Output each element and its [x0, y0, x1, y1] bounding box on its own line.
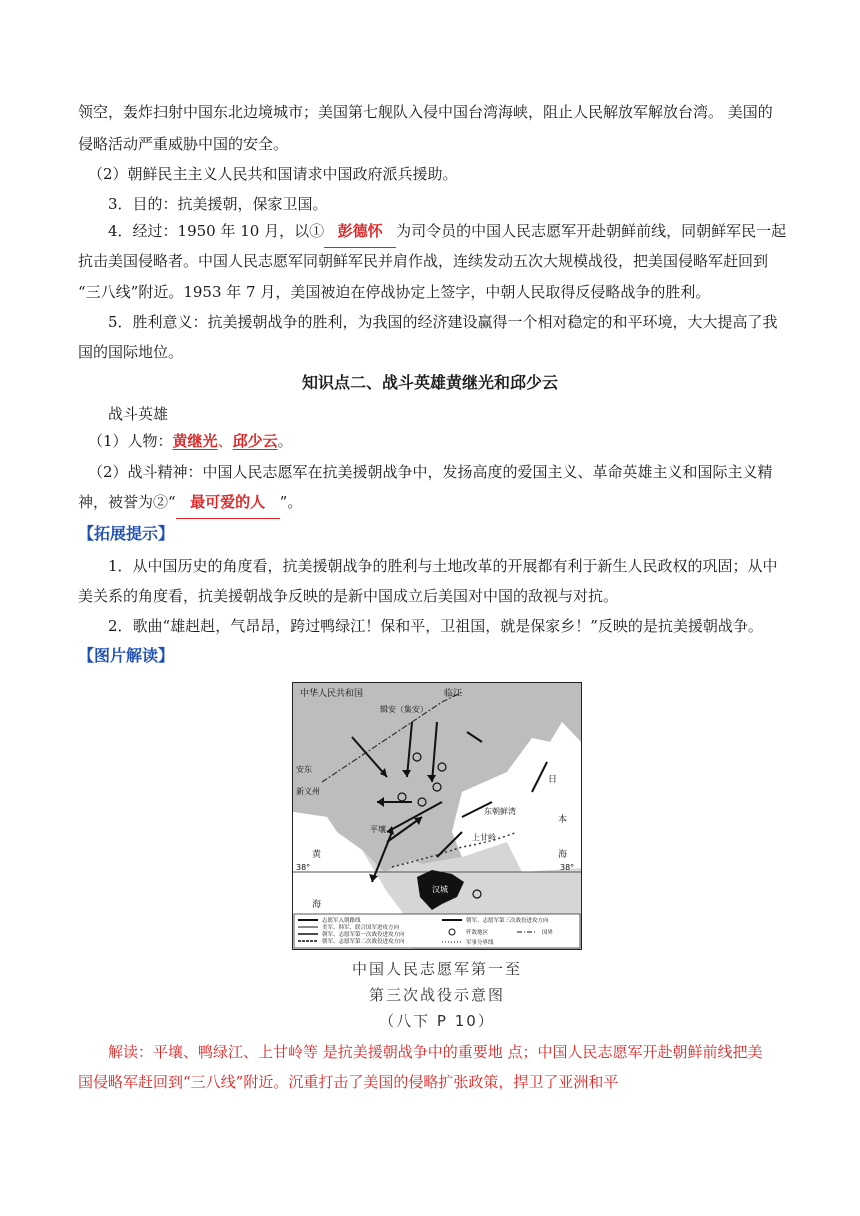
people-prefix: （1）人物：: [88, 432, 173, 450]
legend-item: 军事分界线: [466, 940, 494, 946]
legend-item: 美军、韩军、联合国军进攻方向: [322, 925, 400, 931]
picture-heading: 【图片解读】: [78, 646, 175, 665]
map-label: 日: [548, 775, 558, 785]
list-item: （2）战斗精神：中国人民志愿军在抗美援朝战争中，发扬高度的爱国主义、革命英雄主义和国际主义精: [88, 463, 773, 481]
list-item: 5．胜利意义：抗美援朝战争的胜利，为我国的经济建设赢得一个相对稳定的和平环境，大大提高了我: [108, 313, 778, 331]
interpretation-text: 解读：平壤、鸭绿江、上甘岭等 是抗美援朝战争中的重要地 点；中国人民志愿军开赴朝鲜前线把美: [108, 1043, 763, 1061]
map-label: 中华人民共和国: [300, 689, 364, 699]
answer-blank-2: 最可爱的人: [176, 486, 280, 519]
item4-prefix: 4．经过：1950 年 10 月，以①: [108, 222, 325, 240]
map-label: 临江: [444, 689, 463, 699]
paragraph: “三八线”附近。1953 年 7 月，美国被迫在停战协定上签字，中朝人民取得反侵略战争的胜利。: [78, 283, 711, 301]
map-label: 38°: [560, 863, 575, 872]
interpretation-text: 国侵略军赶回到“三八线”附近。沉重打击了美国的侵略扩张政策，捍卫了亚洲和平: [78, 1073, 619, 1091]
item4-suffix: 为司令员的中国人民志愿军开赴朝鲜前线，同朝鲜军民一起: [396, 222, 787, 240]
tips-heading: 【拓展提示】: [78, 524, 175, 543]
paragraph: 侵略活动严重威胁中国的安全。: [78, 135, 289, 153]
hero-name-2: 邱少云: [232, 432, 278, 450]
map-label: 38°: [296, 863, 311, 872]
map-label: 海: [312, 900, 322, 910]
map-label: 东朝鲜湾: [484, 807, 516, 816]
map-label: 本: [558, 815, 568, 825]
figure-caption: 中国人民志愿军第一至: [351, 960, 522, 978]
paragraph: 美关系的角度看，抗美援朝战争反映的是新中国成立后美国对中国的敌视与对抗。: [78, 587, 619, 605]
list-item: （2）朝鲜民主主义人民共和国请求中国政府派兵援助。: [88, 165, 458, 183]
paragraph: [78, 486, 784, 519]
subheading: 战斗英雄: [108, 405, 169, 423]
tip-item: 1．从中国历史的角度看，抗美援朝战争的胜利与土地改革的开展都有利于新生人民政权的巩固；从中: [108, 557, 778, 575]
legend-item: 朝军、志愿军第三次战役进攻方向: [466, 918, 549, 924]
map-label: 上甘岭: [472, 833, 496, 842]
spirit-suffix: ”。: [279, 493, 303, 511]
hero-name-1: 黄继光: [172, 432, 218, 450]
battle-map-figure: [292, 682, 582, 950]
list-item: 3．目的：抗美援朝，保家卫国。: [108, 195, 328, 213]
legend-item: 朝军、志愿军第二次战役进攻方向: [322, 939, 405, 945]
map-label: 黄: [312, 850, 322, 860]
map-label: 汉城: [432, 885, 448, 894]
paragraph: 抗击美国侵略者。中国人民志愿军同朝鲜军民并肩作战，连续发动五次大规模战役，把美国侵略军赶回到: [78, 252, 769, 270]
legend-item: 歼敌地区: [466, 930, 489, 936]
legend-item: 国界: [542, 930, 554, 936]
list-item: [108, 215, 814, 248]
answer-blank-1: 彭德怀: [324, 215, 396, 248]
map-label: 海: [558, 850, 568, 860]
paragraph: 国的国际地位。: [78, 343, 184, 361]
map-label: 平壤: [370, 825, 386, 834]
figure-caption: （八下 P 10）: [379, 1012, 495, 1030]
map-label: 辑安（集安）: [380, 705, 428, 714]
paragraph: 领空，轰炸扫射中国东北边境城市；美国第七舰队入侵中国台湾海峡，阻止人民解放军解放台湾。 美国的: [78, 103, 773, 121]
hero-separator: 、: [217, 432, 233, 450]
map-label: 安东: [296, 765, 312, 774]
spirit-prefix: 神，被誉为②“: [78, 493, 176, 511]
map-label: 新义州: [296, 787, 320, 796]
legend-item: 志愿军入朝路线: [322, 918, 361, 924]
legend-item: 朝军、志愿军第一次战役进攻方向: [322, 932, 405, 938]
section-title: 知识点二、战斗英雄黄继光和邱少云: [301, 373, 558, 392]
list-item: [88, 425, 794, 457]
tip-item: 2．歌曲“雄赳赳，气昂昂，跨过鸭绿江！保和平，卫祖国，就是保家乡！”反映的是抗美援朝战争。: [108, 617, 763, 635]
people-suffix: 。: [277, 432, 293, 450]
figure-caption: 第三次战役示意图: [368, 986, 505, 1004]
